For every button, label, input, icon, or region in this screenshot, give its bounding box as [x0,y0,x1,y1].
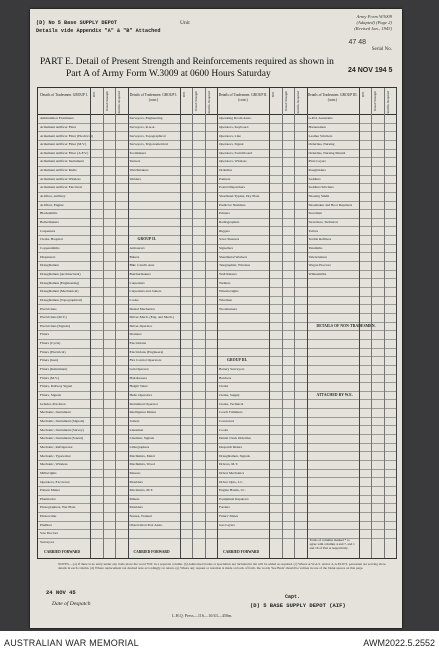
trade-name: Observation Post Assts. [129,522,163,527]
trade-name: Mechanic, Wireless [40,462,68,467]
trade-name: Helio Operators [129,393,152,397]
trade-name: Surveyors, Topographical [129,133,166,138]
trade-name: Surveyors, Engineering [129,116,163,121]
section-heading: DETAILS OF NON-TRADESMEN. [316,323,376,328]
trade-name: Photographers, Wet Plate [40,505,76,510]
trade-name: Fitters (Electrical) [40,349,66,354]
trade-name: G.P.O. Assistants [308,116,333,121]
column-rule [205,88,219,558]
trade-name: Welders [219,280,231,285]
trade-name: Saddlers Stitchers [308,185,334,190]
trade-name: Battery Surveyors [219,367,245,372]
trade-name: Carpenters [40,228,56,233]
trade-name: Grinder, Precision [40,401,66,406]
trade-name: Armament Artificer Radio [40,168,77,173]
trade-name: Dental Clerk Orderlies [219,436,251,441]
trade-name: Coppersmiths [40,245,60,250]
trade-name: Whitesmiths [308,271,327,276]
trade-name: Coach Trimmers [219,410,243,415]
document-sheet [30,9,402,628]
trade-name: Draughtsmen (Mechanical) [40,289,79,294]
trade-name: Draughtsmen (Engineering) [40,280,80,285]
trade-name: Blkr. Cand'n Asst. [129,263,155,268]
archive-accession: AWM2022.5.2552 [363,638,435,648]
trade-name: Armament Artificer Fitter (M.V.) [40,142,87,147]
trade-name: Clerks, Supply [219,393,240,397]
trade-name: Turners [129,159,141,164]
trade-name: Ammunition Examiners [40,116,74,121]
trade-name: Operators, Line [219,133,241,138]
trade-name: Operators, Excavator [40,479,70,484]
section-heading: GROUP II. [137,237,157,242]
group-header: Details of Tradesmen. GROUP I. (cont.) [129,93,178,102]
form-ref-line: (Revised Jan., 1943) [354,26,392,31]
form-notes: NOTES.—(a) If there is no entry under any trade place the word 'NIL' in a separate column. (b) Authorised trades or specialists not included in list will be added as required. (c) Where A.W.A.S. and/or A.A.M.W.S. personnel are serving show details in each column. (d) Where replacement not desired note accordingly on return. (e) Where any request or notation is made on back of form, the words 'See Back' should be written in one of the blank spaces on this page. [58,562,386,571]
trade-name: Signallers [219,245,233,250]
trade-name: Armament Artificer Fitter [40,124,77,129]
trade-name: Leather Stitchers [308,133,333,138]
trade-name: Stretchers, Technical [308,220,338,224]
trade-name: Draughtsmen (Architectural) [40,271,81,276]
trade-name: Orderlies [219,168,233,173]
column-rule [103,88,117,558]
strength-table [37,87,397,559]
count-header: Posted Strength [283,91,288,112]
column-rule [180,88,194,558]
despatch-date-label: Date of Despatch [52,601,91,607]
trade-name: Riggers [219,228,230,233]
archive-name: AUSTRALIAN WAR MEMORIAL [4,638,139,648]
trade-name: Carpenters [129,280,145,285]
carried-forward-label: CARRIED FORWARD [44,550,81,554]
count-header: W.E. [181,91,186,98]
trade-name: Farriers [219,505,230,510]
section-heading: ATTACHED BY W.E. [316,393,353,397]
part-e-title-line2: Part A of Army Form W.3009 at 0600 Hours Saturday [66,69,271,79]
trade-name: Dispensers [40,254,56,259]
trade-name: Wheelwrights [219,289,239,294]
trade-name: Postal Dispatchers [219,185,245,190]
part-e-title: PART E. Detail of Present Strength and Reinforcements required as shown in [40,57,334,67]
trade-name: Valenciennes [308,254,327,259]
count-header: Posted Strength [194,91,198,112]
trade-name: Butchermakers [129,271,151,276]
trade-name: Fitters' Mates [219,514,239,519]
trade-name: Clerks, Hospital [40,237,63,242]
trade-name: Operators, Keyboard [219,124,249,129]
column-rule [90,88,104,558]
trade-name: Storemen [308,211,322,216]
trade-name: Electricians (M.V.) [40,315,67,320]
trade-name: Instrument Operator [129,401,158,406]
trade-name: Armament Artificer Wireless [40,176,81,181]
trade-name: Lithographers [129,444,150,449]
trade-name: Driver Mechanics [219,470,245,475]
trade-name: Fitters (M.V.) [40,375,60,380]
serial-handwritten: 47 48 [348,39,366,46]
trade-name: Nurses, Trained [129,514,152,519]
trade-name: Electricians [129,341,147,346]
trade-name: Electricians [40,306,57,311]
trade-name: Mechanic, Instrument (Sound) [40,436,83,441]
trade-name: Fitters, Railway Signal [40,384,73,389]
trade-name: Shoemaker and Boot Repairers [308,202,353,207]
trade-name: Plate Layers [308,159,326,164]
trade-name: Armament Artificer Instrument [40,159,84,164]
trade-name: Plumber [40,522,52,527]
column-rule [115,88,129,558]
trade-name: Textile Refitters [308,237,332,242]
trade-name: Printers [219,211,230,216]
trade-name: Fitters (Instrument) [40,367,68,372]
trade-name: Joiners [129,418,140,423]
trade-name: Fire Control Operators [129,358,162,363]
trade-name: Equipment Repairers [219,496,249,501]
trade-name: Wiremen [219,297,232,302]
trade-name: Hairdressers [129,375,147,380]
totals-note: Totals of columns marked * to agree with columns 4 and 7, and 1 and 16 of Part A respectively. [309,538,355,551]
trade-name: Wall Raisers [219,271,237,276]
trade-name: Drivers, M.T. [219,462,238,467]
trade-name: Machinists, Metal [129,453,155,458]
signature-rank: Capt. [285,594,301,600]
trade-name: Fitters (Gun) [40,358,59,363]
trade-name: Orderlies, Nursing Mental [308,150,346,155]
trade-name: Operating Room Assts. [219,116,252,121]
serial-label: Serial No. [371,47,392,52]
trade-name: Tailors [308,228,319,233]
trade-name: Artificer, Engine [40,202,64,207]
trade-name: Machinists, Wood [129,462,155,467]
group-header: Details of Tradesmen. GROUP III. (cont.) [307,93,358,102]
trade-name: Masons [129,470,141,475]
trade-name: Concreters [219,418,235,423]
trade-name: Draughtsmen (Topographical) [40,297,83,302]
trade-name: Predictor Numbers [219,202,246,207]
trade-name: Armourers [129,245,145,250]
column-rule [192,88,206,558]
trade-name: Telegraphist, Wireless [219,263,251,268]
count-header: W.E. [360,91,365,98]
trade-name: Intelligence Duties [129,410,157,415]
trade-name: Electricians (Signals) [40,323,71,328]
trade-name: Sheetmetal Workers [219,254,248,259]
unit-typed: (D) No 5 Base SUPPLY DEPOT [36,20,117,26]
trade-name: Fitters [40,332,49,337]
trade-name: Draughtsmen [40,263,59,268]
trade-name: Moulders [129,505,143,510]
archive-footer [0,631,439,653]
trade-name: Armament Artificer Fitter (A.F.V.) [40,150,89,155]
trade-name: Welders [129,176,141,181]
column-rule [269,88,283,558]
trade-name: Watchmakers [129,168,149,173]
trade-name: Bakers [129,254,140,259]
despatch-date-handwritten: 24 NOV 45 [46,589,76,596]
trade-name: Boilermakers [40,220,59,224]
trade-name: Draughtsmen, Signals [219,453,250,458]
trade-name: Radiographers [219,220,240,224]
trade-name: Cooks [129,297,139,302]
trade-name: Shorthand Typists, Dry Plate [219,194,260,199]
trade-name: Surveyors, Trigonometrical [129,142,168,147]
print-line: L.H.Q. Press—116—10/43—450m. [172,613,233,618]
count-header: Reinfts. Required [385,91,390,114]
trade-name: Orderlies, Nursing [308,142,335,147]
trade-name: Engine Hands, I.C. [219,488,246,493]
trade-name: Driver-Mech. (Eng. and Mech.) [129,315,174,320]
trade-name: Driver-Operator [129,323,153,328]
trade-name: Woodturners [219,306,237,311]
trade-name: Shoeing Smith [308,194,330,199]
trade-name: Operators, Switchboard [219,150,253,155]
trade-name: Mechanic, Refrigerator [40,444,73,449]
trade-name: Despatch Riders [219,444,243,449]
trade-name: Linemen, Signals [129,436,154,441]
trade-name: Wagon Erectors [308,263,331,268]
count-header: Reinfts. Required [117,91,121,114]
trade-name: Fitters (Cycle) [40,341,61,346]
carried-forward-label: CARRIED FORWARD [223,550,260,554]
trade-name: Carpenters and Joiners [129,289,162,294]
trade-name: Electricians (Engineers) [129,349,164,354]
trade-name: Saw Doctors [40,531,58,536]
trade-name: Height Taker [129,384,148,389]
trade-name: Surveyors, R.A.A. [129,124,156,129]
trade-name: Pharmacist [40,496,56,501]
trade-name: Roughriders [308,168,326,173]
trade-name: Blacksmiths [40,211,58,216]
trade-name: Miners [129,496,140,501]
trade-name: Saws Sheeters [219,237,240,242]
trade-name: Mechanic, Instrument (Signals) [40,418,85,423]
trade-name: Armament Artificer Fitter (Electrical) [40,133,93,138]
group-header: Details of Tradesmen. GROUP II. (cont.) [218,93,268,102]
trade-name: Tinsmiths [308,245,323,250]
trade-name: Harnessmen [308,124,326,129]
trade-name: Operators, Wireless [219,159,247,164]
trade-name: Artificer, Artillery [40,194,66,199]
trade-name: Armament Artificer Electrical [40,185,82,190]
trade-name: Surveyors [40,540,55,545]
trade-name: Gun Operator [129,367,149,372]
trade-name: Drainers [129,332,142,337]
trade-name: Photowriter [40,514,57,519]
trade-name: Millwrights [40,470,57,475]
count-header: Reinfts. Required [296,91,300,114]
column-rule [384,88,398,558]
unit-stamp: (D) 5 BASE SUPPLY DEPOT (AIF) [250,602,346,609]
count-header: W.E. [271,91,275,98]
trade-name: Driver Opts., I.C. [219,479,244,484]
trade-name: Clerks, Technical [219,401,244,406]
trade-name: Cooks [219,427,228,432]
trade-name: Moulders [129,479,143,484]
trade-name: Batchers [219,375,232,380]
section-heading: GROUP III. [227,358,248,363]
carried-forward-label: CARRIED FORWARD [133,550,170,554]
count-header: Posted Strength [104,91,109,112]
trade-name: Painters [219,176,231,181]
trade-name: Gas Layers [219,522,235,527]
return-date-handwritten: 24 NOV 194 5 [348,67,393,74]
column-rule [294,88,308,558]
form-ref-line: (Adapted) (Page 2) [356,20,392,25]
column-rule [282,88,296,558]
count-header: W.E. [92,91,96,98]
trade-name: Clerks [219,384,229,389]
trade-name: Mechanic, Instrument (Survey) [40,427,84,432]
trade-name: Saddlers [308,176,321,181]
trade-name: Operators, Signal [219,142,244,147]
trade-name: Dental Mechanics [129,306,155,311]
count-header: Posted Strength [373,91,377,112]
unit-label: Unit [180,20,190,26]
form-reference [354,14,392,32]
trade-name: Pattern Maker [40,488,60,493]
trade-name: Mechanic, Typewriter [40,453,71,458]
trade-name: Fitters, Signals [40,393,62,397]
trade-name: Toolmakers [129,150,146,155]
appendix-typed: Details vide Appendix "A" & "B" Attached [36,28,161,34]
trade-name: Mechanic, Instrument [40,410,71,415]
trade-name: Mechanics, M.T. [129,488,154,493]
trade-name: Linesmen [129,427,144,432]
form-ref-line: Army Form W3009 [356,14,392,19]
group-header: Details of Tradesmen. GROUP I. [40,93,88,97]
count-header: Reinfts. Required [206,91,211,114]
